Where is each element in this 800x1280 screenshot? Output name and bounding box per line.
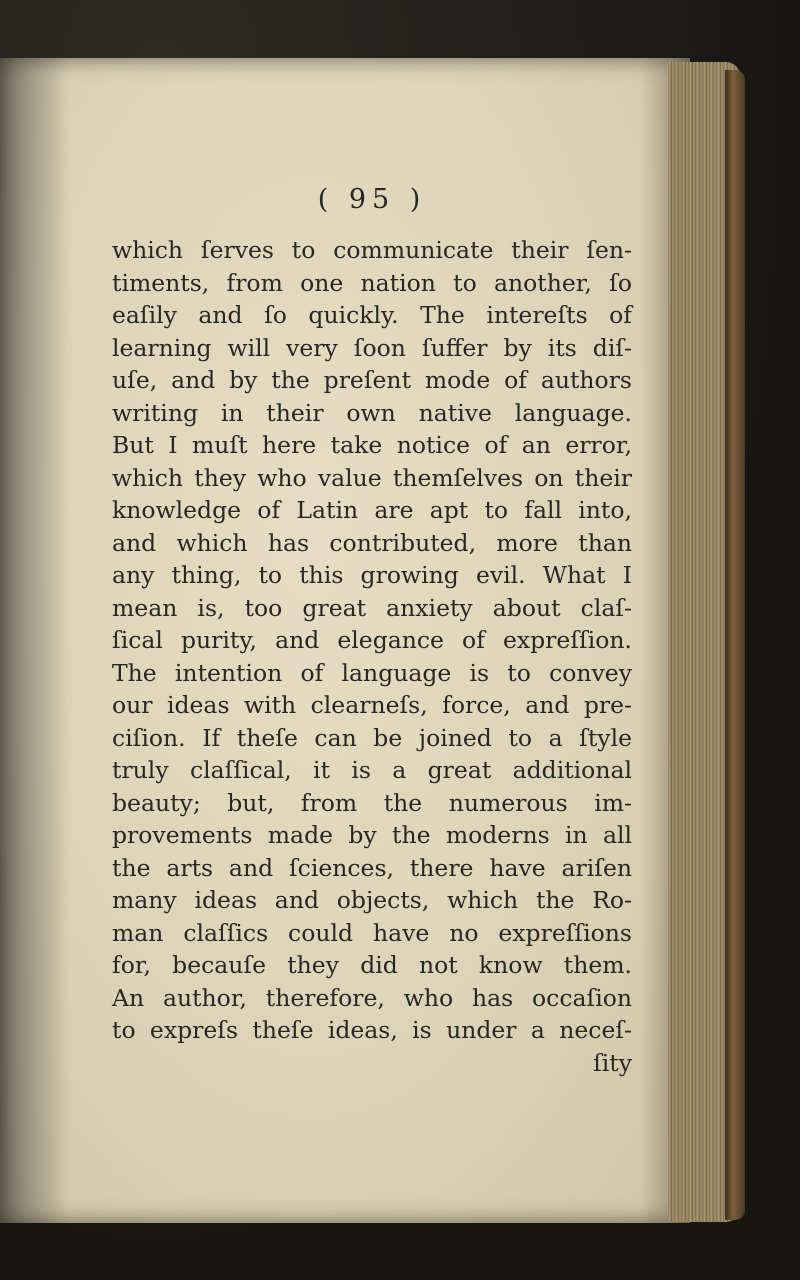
text-line: eaſily and ſo quickly. The intereſts of (112, 301, 632, 329)
page-text-block (112, 180, 632, 1079)
text-line: any thing, to this growing evil. What I (112, 561, 632, 589)
text-line: provements made by the moderns in all (112, 821, 632, 849)
text-line: to expreſs theſe ideas, is under a neceſ- (112, 1016, 632, 1044)
page-shadow-left (0, 58, 70, 1223)
text-line: uſe, and by the preſent mode of authors (112, 366, 632, 394)
text-line: ſical purity, and elegance of expreſſion. (112, 626, 632, 654)
text-line: truly claſſical, it is a great additional (112, 756, 632, 784)
text-line: the arts and ſciences, there have ariſen (112, 853, 632, 882)
text-line: beauty; but, from the numerous im- (112, 788, 632, 817)
text-line: man claſſics could have no expreſſions (112, 918, 632, 947)
text-line: many ideas and objects, which the Ro- (112, 886, 632, 914)
page-number: ( 95 ) (317, 184, 427, 215)
text-line: The intention of language is to convey (112, 658, 632, 687)
text-line: which ſerves to communicate their ſen- (112, 236, 632, 264)
text-line: learning will very ſoon ſuffer by its diſ- (112, 333, 632, 362)
catchword: ſity (593, 1048, 632, 1077)
text-line: our ideas with clearneſs, force, and pre- (112, 691, 632, 719)
text-line: An author, therefore, who has occaſion (112, 983, 632, 1012)
text-line: mean is, too great anxiety about claſ- (112, 593, 632, 622)
text-line: for, becauſe they did not know them. (112, 951, 632, 979)
text-line: ciſion. If theſe can be joined to a ſtyle (112, 723, 632, 752)
text-line: and which has contributed, more than (112, 528, 632, 557)
text-line: knowledge of Latin are apt to fall into, (112, 496, 632, 524)
text-line: But I muſt here take notice of an error, (112, 431, 632, 459)
text-line: writing in their own native language. (112, 398, 632, 427)
text-line: timents, from one nation to another, ſo (112, 268, 632, 297)
book-cover-edge (725, 70, 745, 1220)
text-line: which they who value themſelves on their (112, 463, 632, 492)
